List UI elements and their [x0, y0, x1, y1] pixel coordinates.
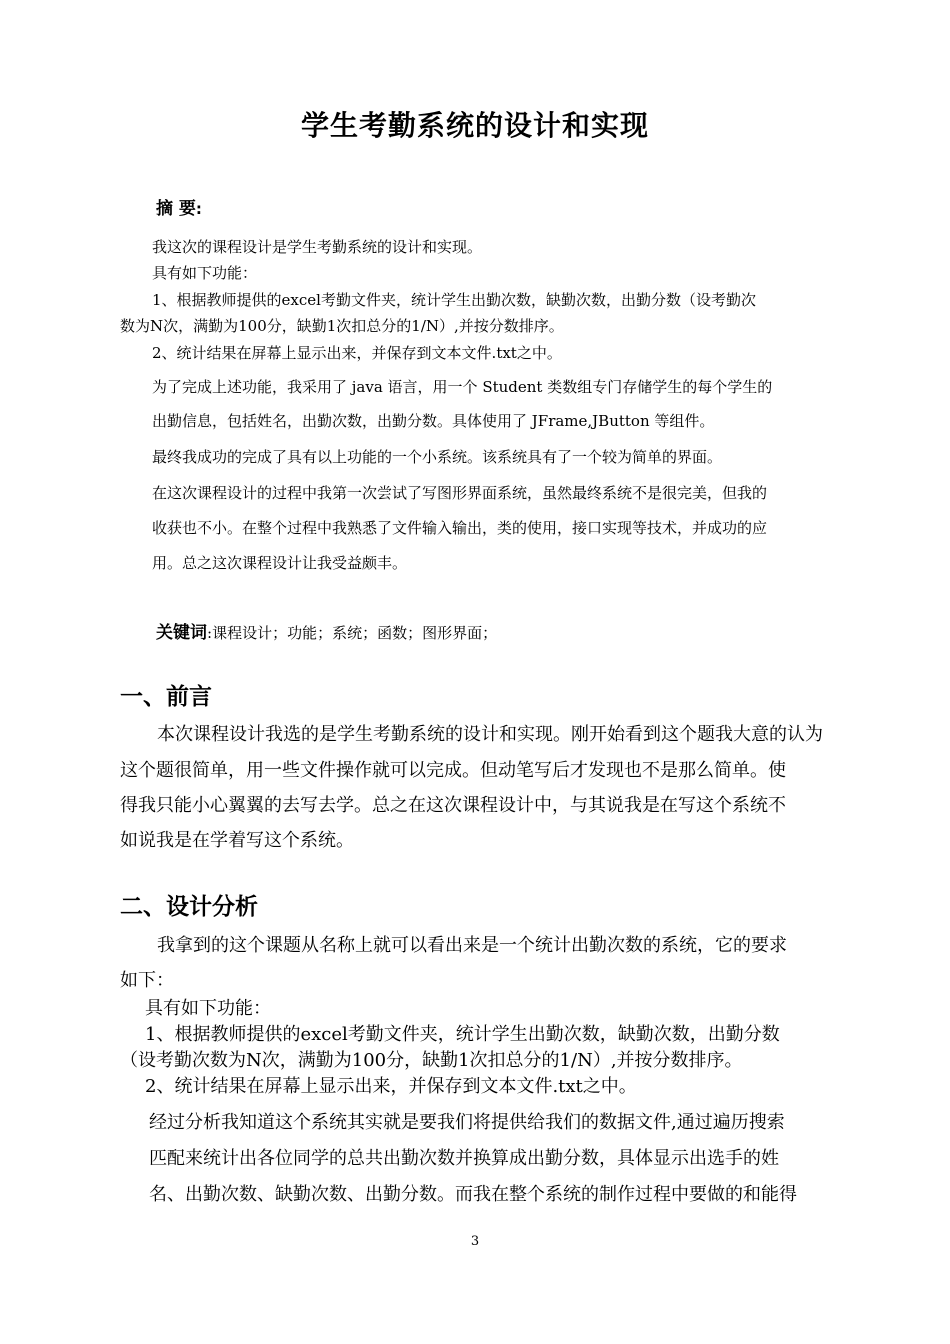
abstract-line: 具有如下功能：	[152, 264, 258, 282]
abstract-line: 收获也不小。在整个过程中我熟悉了文件输入输出，类的使用，接口实现等技术，并成功的应	[152, 519, 768, 537]
document-title: 学生考勤系统的设计和实现	[300, 109, 649, 142]
section2-line: 1、根据教师提供的excel考勤文件夹，统计学生出勤次数，缺勤次数，出勤分数	[145, 1024, 780, 1045]
section2-line: 名、出勤次数、缺勤次数、出勤分数。而我在整个系统的制作过程中要做的和能得	[149, 1184, 797, 1205]
section2-line: （设考勤次数为N次，满勤为100分，缺勤1次扣总分的1/N）,并按分数排序。	[120, 1050, 743, 1071]
abstract-label	[156, 194, 202, 219]
abstract-line: 用。总之这次课程设计让我受益颇丰。	[152, 554, 408, 572]
section1-line: 如说我是在学着写这个系统。	[120, 830, 354, 851]
abstract-line: 1、根据教师提供的excel考勤文件夹，统计学生出勤次数，缺勤次数，出勤分数（设考勤次	[152, 291, 756, 309]
section2-line: 经过分析我知道这个系统其实就是要我们将提供给我们的数据文件,通过遍历搜索	[149, 1112, 785, 1133]
abstract-line: 数为N次，满勤为100分，缺勤1次扣总分的1/N）,并按分数排序。	[120, 317, 564, 335]
abstract-line: 2、统计结果在屏幕上显示出来，并保存到文本文件.txt之中。	[152, 344, 562, 362]
section2-line: 匹配来统计出各位同学的总共出勤次数并换算成出勤分数，具体显示出选手的姓	[149, 1148, 779, 1169]
keywords-label: 关键词	[156, 623, 207, 643]
section2-line: 如下：	[120, 970, 174, 991]
section-heading-design-analysis: 二、设计分析	[120, 894, 258, 920]
abstract-label-text: 摘 要	[156, 199, 196, 219]
section2-line: 具有如下功能：	[145, 998, 271, 1019]
keywords	[156, 618, 497, 643]
abstract-label-colon: :	[195, 200, 202, 218]
section2-line: 2、统计结果在屏幕上显示出来，并保存到文本文件.txt之中。	[145, 1076, 637, 1097]
section1-line: 得我只能小心翼翼的去写去学。总之在这次课程设计中，与其说我是在写这个系统不	[120, 795, 786, 816]
abstract-line: 最终我成功的完成了具有以上功能的一个小系统。该系统具有了一个较为简单的界面。	[152, 448, 723, 466]
abstract-line: 为了完成上述功能，我采用了 java 语言，用一个 Student 类数组专门存储学生的每个学生的	[152, 378, 773, 396]
keywords-colon: :	[207, 624, 213, 642]
section1-line: 这个题很简单，用一些文件操作就可以完成。但动笔写后才发现也不是那么简单。使	[120, 760, 786, 781]
page-number: 3	[470, 1234, 480, 1249]
abstract-line: 在这次课程设计的过程中我第一次尝试了写图形界面系统，虽然最终系统不是很完美，但我的	[152, 484, 768, 502]
abstract-line: 出勤信息，包括姓名，出勤次数，出勤分数。具体使用了 JFrame,JButton 等组件。	[152, 412, 715, 430]
section1-line: 本次课程设计我选的是学生考勤系统的设计和实现。刚开始看到这个题我大意的认为	[157, 724, 823, 745]
abstract-line: 我这次的课程设计是学生考勤系统的设计和实现。	[152, 238, 483, 256]
section-heading-preface: 一、前言	[120, 684, 212, 710]
keywords-text: 课程设计；功能；系统；函数；图形界面；	[212, 624, 498, 642]
section2-line: 我拿到的这个课题从名称上就可以看出来是一个统计出勤次数的系统，它的要求	[157, 935, 787, 956]
